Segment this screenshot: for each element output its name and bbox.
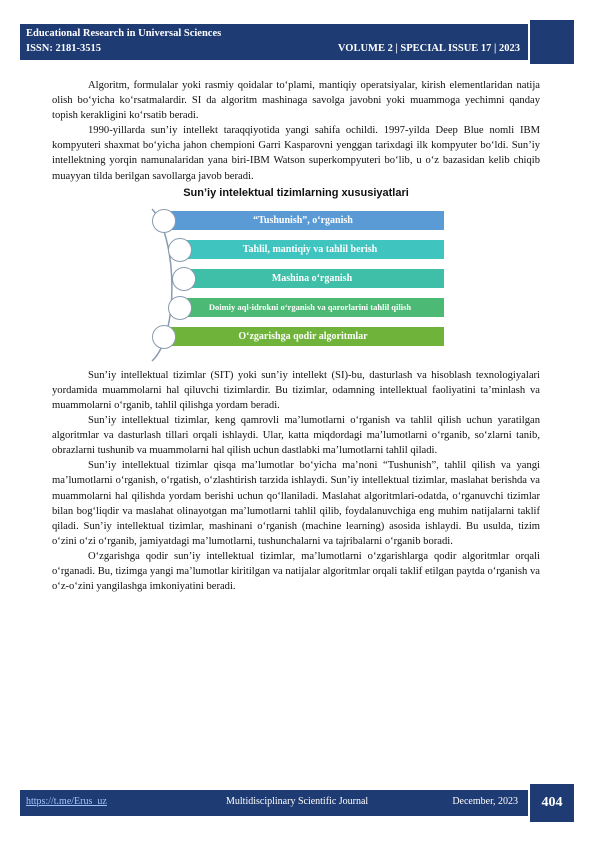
journal-title: Educational Research in Universal Sciences bbox=[26, 28, 222, 39]
journal-footer bbox=[20, 790, 528, 816]
page-number: 404 bbox=[530, 784, 574, 822]
features-diagram bbox=[52, 205, 540, 365]
header-corner-block bbox=[530, 20, 574, 64]
journal-header bbox=[20, 24, 528, 60]
feature-bar: “Tushunish”, o‘rganish bbox=[162, 211, 444, 230]
paragraph: 1990-yillarda sun’iy intellekt taraqqiyotida yangi sahifa ochildi. 1997-yilda Deep Blue nomli IBM kompyuteri shaxmat bo‘yicha jahon chempioni Garri Kasparovni yenggan tarixdagi ilk kompyuter bo‘ldi. Sun’iy intellektning yorqin namunalaridan yana biri-IBM Watson superkompyuteri bo‘lib, u o‘z bazasidan kelib chiqib muayyan tilda berilgan savollarga javob beradi. bbox=[52, 125, 540, 182]
feature-bar: Doimiy aql-idrokni o‘rganish va qarorlarini tahlil qilish bbox=[176, 298, 444, 317]
journal-issn: ISSN: 2181-3515 bbox=[26, 43, 101, 54]
paragraph: Sun’iy intellektual tizimlar (SIT) yoki sun’iy intellekt (SI)-bu, dasturlash va hisoblash texnologiyalari yordamida muammolarni hal qiluvchi tizimlardir. Bu tizimlar, odamning intellektual faoliyatini ta’minlash va muammolarni o‘rganib, tahlil qilishga yordam beradi. bbox=[52, 369, 540, 411]
feature-bullet-icon bbox=[172, 267, 196, 291]
paragraph: Sun’iy intellektual tizimlar qisqa ma’lumotlar bo‘yicha ma’noni “Tushunish”, tahlil qilish va yangi ma’lumotlarni o‘rganish, o‘rgatish, o‘zlashtirish tarzida ishlaydi. Sun’iy intellektual tizimlar, maslahat berishda va muammolarni hal qilishda yordam berishi uchun qo‘llaniladi. Maslahat algoritmlari-odatda, o‘rganuvchi tizimlar bilan bog‘liqdir va maslahat olinayotgan ma’lumotlarni tahlil qilib, foydalanuvchiga eng muhim natijalarni taklif qiladi. Sun’iy intellektual tizimlar, mashinani o‘rganish (machine learning) asosida ishlaydi. Bu usulda, tizim o‘zini o‘zi o‘rganib, jamiyatdagi ma’lumotlarni, tushunchalarni va tajribalarni o‘rganib boradi. bbox=[52, 460, 540, 547]
journal-volume: VOLUME 2 | SPECIAL ISSUE 17 | 2023 bbox=[337, 43, 520, 54]
paragraph: O‘zgarishga qodir sun’iy intellektual tizimlar, ma’lumotlarni o‘zgarishlarga qodir algoritmlar orqali o‘rganadi. Bu, tizimga yangi ma’lumotlar kiritilgan va natijalar algoritmlar orqali taklif etilgan paytda o‘rganish va o‘z-o‘zini yangilashga imkoniyatini beradi. bbox=[52, 550, 540, 593]
feature-bullet-icon bbox=[152, 325, 176, 349]
feature-bullet-icon bbox=[152, 209, 176, 233]
paragraph: Algoritm, formulalar yoki rasmiy qoidalar to‘plami, mantiqiy operatsiyalar, kirish elementlaridan natija olish bo‘yicha ko‘rsatmalardir. SI da algoritm mashinaga savolga javobni yoki muammoga yechimni qanday topish kerakligini ko‘rsatib beradi. bbox=[52, 80, 540, 122]
journal-type: Multidisciplinary Scientific Journal bbox=[226, 796, 369, 807]
feature-bullet-icon bbox=[168, 296, 192, 320]
figure-title: Sun’iy intelektual tizimlarning xususiyatlari bbox=[183, 186, 409, 199]
article-body bbox=[52, 78, 540, 594]
issue-date: December, 2023 bbox=[452, 796, 518, 807]
feature-bar: Tahlil, mantiqiy va tahlil berish bbox=[176, 240, 444, 259]
feature-bar: O‘zgarishga qodir algoritmlar bbox=[162, 327, 444, 346]
telegram-link[interactable]: https://t.me/Erus_uz bbox=[26, 796, 107, 807]
feature-bar: Mashina o‘rganish bbox=[180, 269, 444, 288]
feature-bullet-icon bbox=[168, 238, 192, 262]
paragraph: Sun’iy intellektual tizimlar, keng qamrovli ma’lumotlarni o‘rganish va tahlil qilish uchun yaratilgan algoritmlar va dasturlash tillari orqali ishlaydi. Ular, katta miqdordagi ma’lumotlarni o‘rganib, so‘zlarni tanib, obrazlarni tushunib va muammolarni hal qilish uchun dastlabki ma’lumotlarni tahlil qiladi. bbox=[52, 415, 540, 457]
